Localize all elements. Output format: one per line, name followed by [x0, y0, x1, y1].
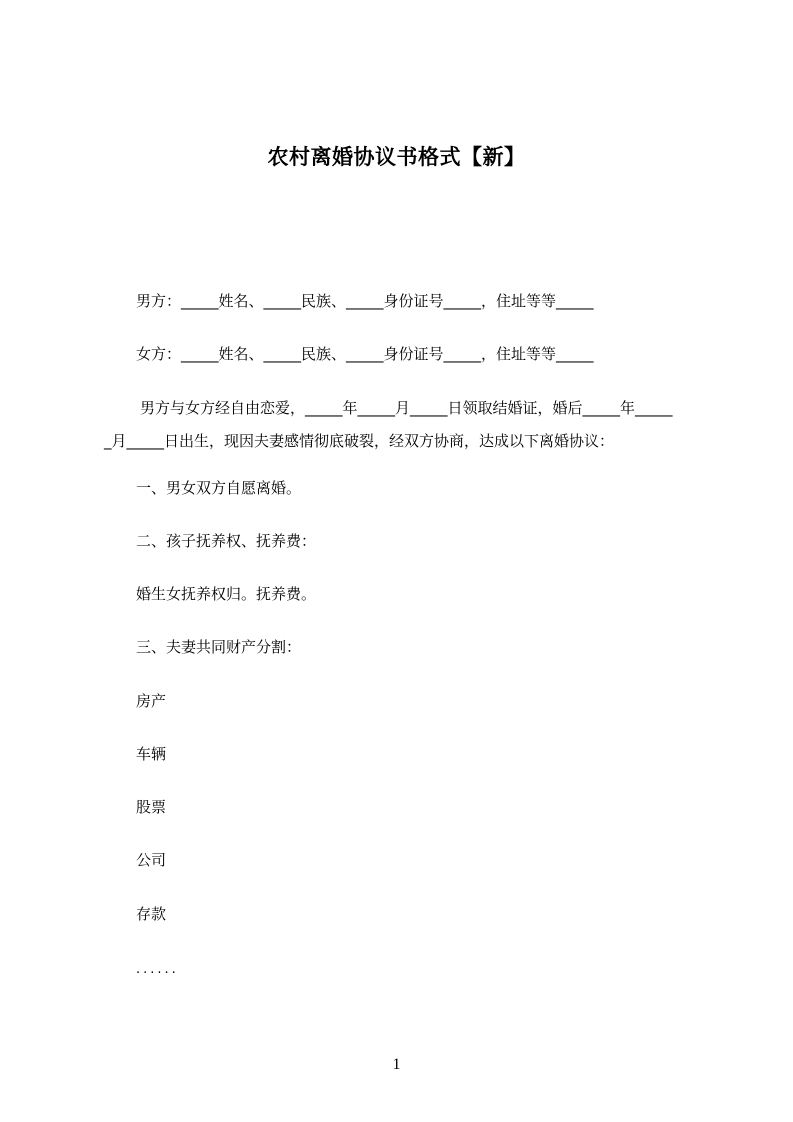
asset-vehicle: 车辆 [136, 745, 167, 763]
clause-2-heading: 二、孩子抚养权、抚养费： [136, 532, 317, 550]
document-title: 农村离婚协议书格式【新】 [267, 145, 526, 169]
male-party-line: 男方：_____姓名、_____民族、_____身份证号_____，住址等等_____ [136, 292, 594, 310]
asset-company: 公司 [136, 851, 167, 869]
clause-2-detail: 婚生女抚养权归。抚养费。 [136, 585, 317, 603]
intro-line-2: _月_____日出生，现因夫妻感情彻底破裂，经双方协商，达成以下离婚协议： [104, 432, 615, 450]
intro-paragraph [104, 397, 704, 452]
asset-house: 房产 [136, 692, 167, 710]
intro-line-1: 男方与女方经自由恋爱，_____年_____月_____日领取结婚证，婚后_____年_____ [140, 399, 673, 417]
clause-1: 一、男女双方自愿离婚。 [136, 479, 302, 497]
ellipsis: ...... [136, 962, 179, 977]
clause-3-heading: 三、夫妻共同财产分割： [136, 638, 302, 656]
asset-deposit: 存款 [136, 905, 167, 923]
page-number: 1 [392, 1056, 401, 1073]
female-party-line: 女方：_____姓名、_____民族、_____身份证号_____，住址等等_____ [136, 345, 594, 363]
asset-stock: 股票 [136, 798, 167, 816]
